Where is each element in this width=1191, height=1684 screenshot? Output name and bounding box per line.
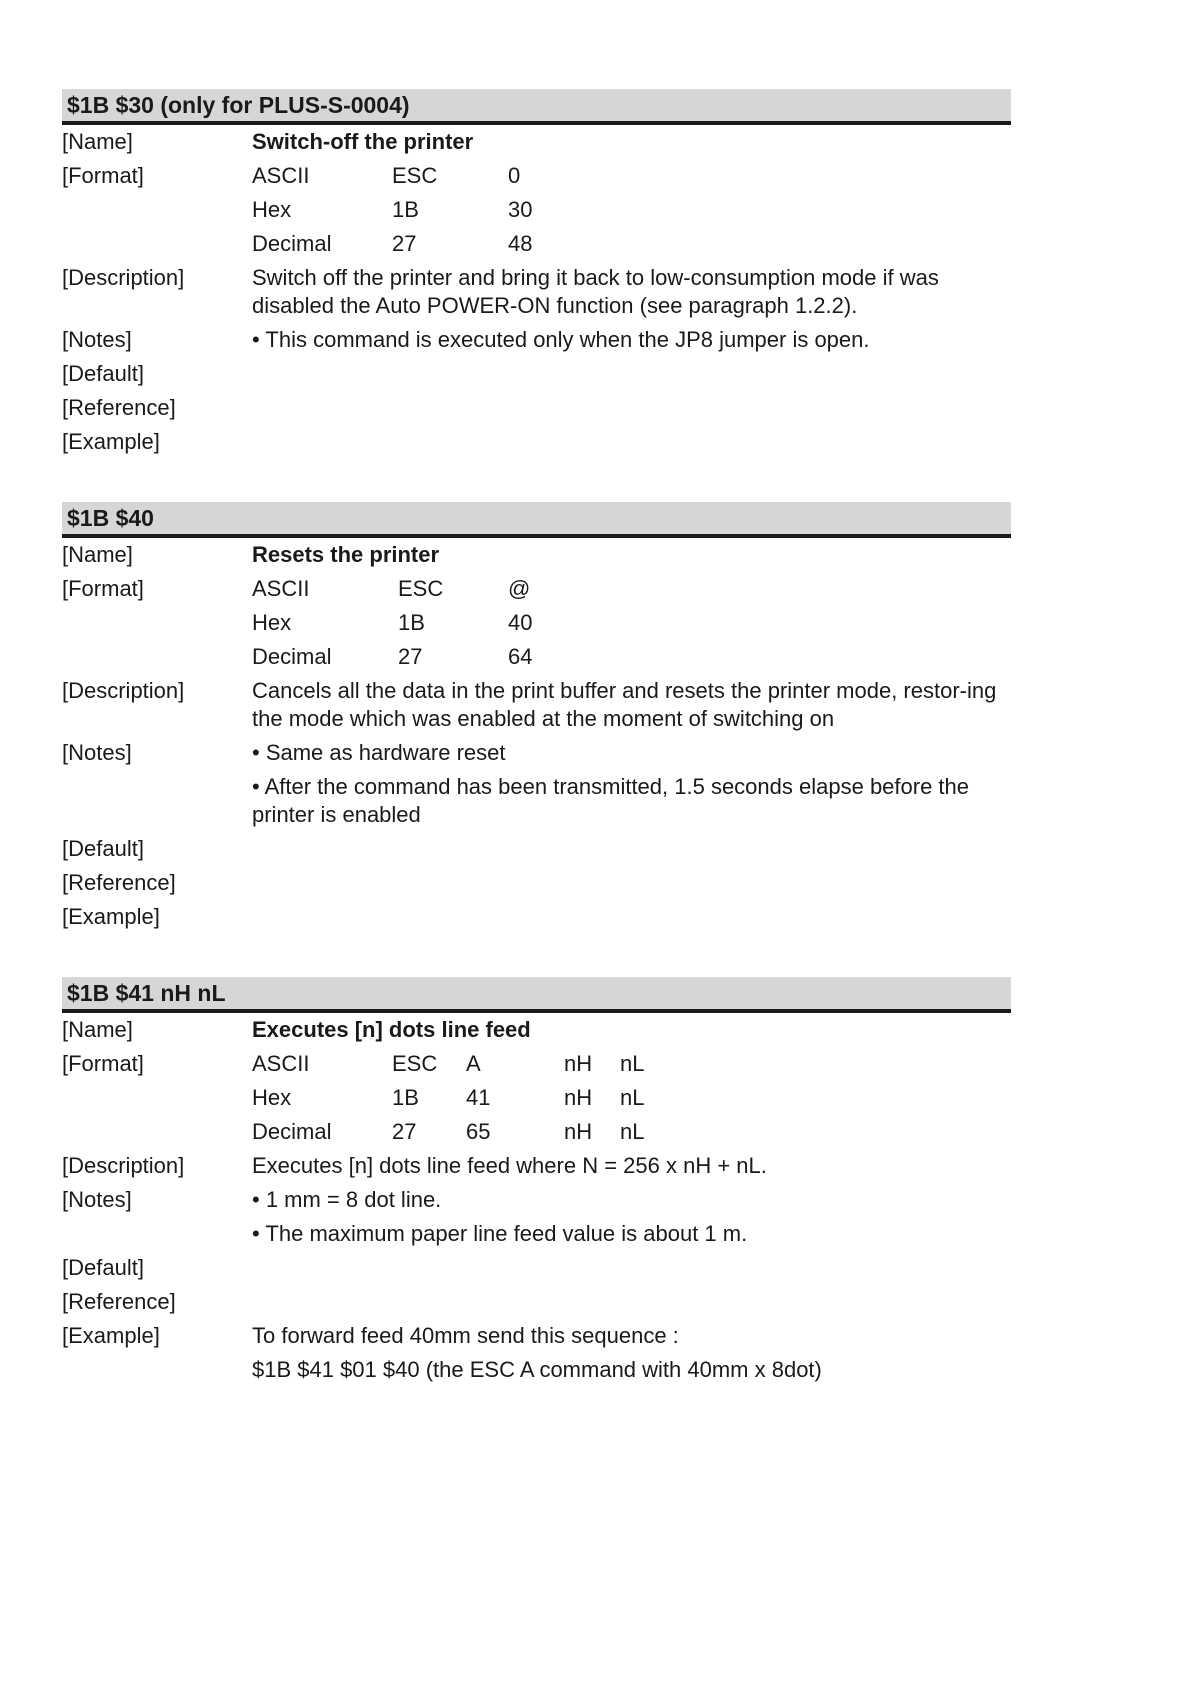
command-section-1b30	[62, 89, 1011, 459]
format-cell: nL	[620, 1085, 645, 1110]
description-row	[62, 261, 1011, 323]
reference-label: [Reference]	[62, 395, 176, 420]
section-header: $1B $40	[62, 502, 1011, 538]
format-cell: Hex	[252, 197, 292, 222]
reference-row	[62, 1285, 1011, 1319]
format-cell: 30	[508, 197, 533, 222]
command-name: Executes [n] dots line feed	[252, 1017, 531, 1042]
notes-row	[62, 323, 1011, 357]
format-line-ascii	[252, 572, 1011, 606]
name-label: [Name]	[62, 129, 133, 154]
format-cell: ESC	[398, 576, 444, 601]
notes-label: [Notes]	[62, 327, 132, 352]
format-cell: ASCII	[252, 163, 310, 188]
note-item: • After the command has been transmitted, 1.5 seconds elapse before the printer is enabled	[252, 774, 970, 827]
notes-row	[62, 736, 1011, 770]
format-cell: Decimal	[252, 644, 332, 669]
default-label: [Default]	[62, 361, 144, 386]
format-line-decimal	[252, 640, 1011, 674]
reference-row	[62, 391, 1011, 425]
notes-label: [Notes]	[62, 1187, 132, 1212]
example-row	[62, 900, 1011, 934]
command-section-1b40	[62, 502, 1011, 934]
format-label: [Format]	[62, 163, 144, 188]
example-row	[62, 425, 1011, 459]
notes-row	[62, 1183, 1011, 1217]
format-cell: 27	[392, 1119, 417, 1144]
note-item: • 1 mm = 8 dot line.	[252, 1187, 442, 1212]
format-cell: 1B	[398, 610, 425, 635]
format-line-hex	[252, 606, 1011, 640]
format-cell: Hex	[252, 1085, 292, 1110]
format-label: [Format]	[62, 1051, 144, 1076]
format-cell: nH	[564, 1119, 593, 1144]
format-label: [Format]	[62, 576, 144, 601]
notes-label: [Notes]	[62, 740, 132, 765]
format-cell: 1B	[392, 1085, 419, 1110]
format-cell: ASCII	[252, 1051, 310, 1076]
format-cell: 0	[508, 163, 521, 188]
description-row	[62, 1149, 1011, 1183]
format-cell: A	[466, 1051, 481, 1076]
format-cell: nH	[564, 1085, 593, 1110]
description-text: Cancels all the data in the print buffer and resets the printer mode, restor-ing the mode which was enabled at the moment of switching on	[252, 678, 997, 731]
description-text: Executes [n] dots line feed where N = 256 x nH + nL.	[252, 1153, 767, 1178]
format-line-decimal	[252, 227, 1011, 261]
format-cell: 64	[508, 644, 533, 669]
format-row	[62, 1047, 1011, 1149]
default-label: [Default]	[62, 836, 144, 861]
section-header: $1B $41 nH nL	[62, 977, 1011, 1013]
reference-row	[62, 866, 1011, 900]
reference-label: [Reference]	[62, 1289, 176, 1314]
description-label: [Description]	[62, 1153, 185, 1178]
format-line-hex	[252, 193, 1011, 227]
format-cell: Decimal	[252, 1119, 332, 1144]
format-cell: 41	[466, 1085, 491, 1110]
example-row	[62, 1319, 1011, 1353]
note-item: • The maximum paper line feed value is about 1 m.	[252, 1221, 748, 1246]
description-label: [Description]	[62, 678, 185, 703]
format-line-hex	[252, 1081, 1011, 1115]
command-name: Switch-off the printer	[252, 129, 474, 154]
default-row	[62, 1251, 1011, 1285]
description-text: Switch off the printer and bring it back to low-consumption mode if was disabled the Auto POWER-ON function (see paragraph 1.2.2).	[252, 265, 939, 318]
format-cell: 27	[392, 231, 417, 256]
format-cell: ESC	[392, 163, 438, 188]
format-line-ascii	[252, 1047, 1011, 1081]
description-row	[62, 674, 1011, 736]
format-cell: 40	[508, 610, 533, 635]
format-row	[62, 572, 1011, 674]
format-cell: Hex	[252, 610, 292, 635]
example-label: [Example]	[62, 904, 160, 929]
format-cell: nH	[564, 1051, 593, 1076]
note-item: • Same as hardware reset	[252, 740, 506, 765]
format-cell: ESC	[392, 1051, 438, 1076]
name-row	[62, 125, 1011, 159]
reference-label: [Reference]	[62, 870, 176, 895]
format-row	[62, 159, 1011, 261]
format-line-ascii	[252, 159, 1011, 193]
format-cell: nL	[620, 1119, 645, 1144]
format-cell: @	[508, 576, 531, 601]
section-header: $1B $30 (only for PLUS-S-0004)	[62, 89, 1011, 125]
format-cell: 65	[466, 1119, 491, 1144]
description-label: [Description]	[62, 265, 185, 290]
note-item: • This command is executed only when the JP8 jumper is open.	[252, 327, 870, 352]
example-text: To forward feed 40mm send this sequence :	[252, 1323, 679, 1348]
format-cell: nL	[620, 1051, 645, 1076]
format-cell: 1B	[392, 197, 419, 222]
name-row	[62, 1013, 1011, 1047]
default-row	[62, 832, 1011, 866]
format-cell: 48	[508, 231, 533, 256]
default-label: [Default]	[62, 1255, 144, 1280]
name-label: [Name]	[62, 542, 133, 567]
format-cell: ASCII	[252, 576, 310, 601]
command-section-1b41	[62, 977, 1011, 1387]
format-cell: Decimal	[252, 231, 332, 256]
format-line-decimal	[252, 1115, 1011, 1149]
name-row	[62, 538, 1011, 572]
name-label: [Name]	[62, 1017, 133, 1042]
example-text: $1B $41 $01 $40 (the ESC A command with 40mm x 8dot)	[252, 1357, 822, 1382]
default-row	[62, 357, 1011, 391]
command-name: Resets the printer	[252, 542, 440, 567]
example-label: [Example]	[62, 1323, 160, 1348]
format-cell: 27	[398, 644, 423, 669]
example-label: [Example]	[62, 429, 160, 454]
